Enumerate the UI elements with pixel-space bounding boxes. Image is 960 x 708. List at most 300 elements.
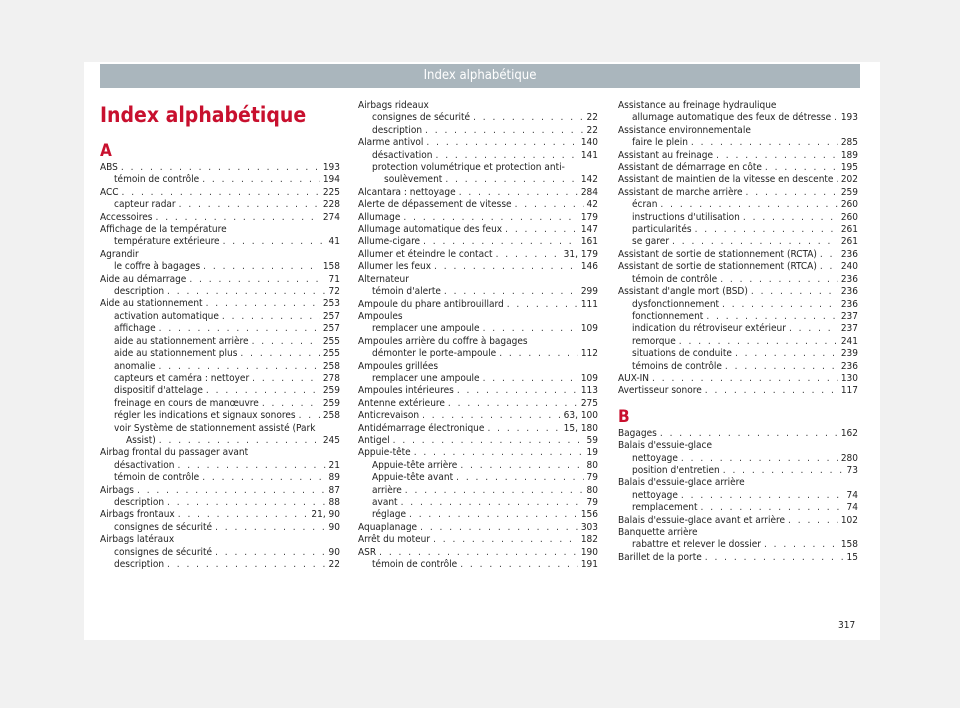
index-page-ref: 236: [840, 273, 858, 285]
dot-leader: [457, 385, 578, 397]
index-entry: [100, 509, 340, 521]
index-heading: Ampoules grillées: [358, 360, 439, 372]
index-heading: Assistance environnementale: [618, 124, 751, 136]
dot-leader: [499, 348, 578, 360]
index-entry: [618, 385, 858, 397]
index-entry: [618, 187, 858, 199]
index-entry: [358, 385, 598, 397]
index-page-ref: 31, 179: [563, 248, 598, 260]
index-term: arrière: [372, 484, 402, 496]
index-entry: [100, 460, 340, 472]
index-page-ref: 236: [840, 248, 858, 260]
index-entry: [618, 299, 858, 311]
dot-leader: [156, 212, 320, 224]
dot-leader: [240, 348, 319, 360]
index-term: ACC: [100, 186, 119, 198]
index-page-ref: 41: [328, 236, 340, 248]
index-entry: [618, 465, 858, 477]
index-entry: [618, 552, 858, 564]
index-heading: Ampoules arrière du coffre à bagages: [358, 335, 528, 347]
index-page-ref: 259: [840, 186, 858, 198]
index-entry: [358, 249, 598, 261]
index-term: nettoyage: [632, 452, 678, 464]
index-entry: [100, 559, 340, 571]
dot-leader: [222, 311, 320, 323]
index-page-ref: 253: [322, 298, 340, 310]
dot-leader: [262, 398, 320, 410]
dot-leader: [834, 112, 838, 124]
index-term: rabattre et relever le dossier: [632, 539, 761, 551]
index-term: témoins de contrôle: [632, 360, 722, 372]
index-page-ref: 146: [580, 261, 598, 273]
index-entry: [100, 323, 340, 335]
index-term: témoin de contrôle: [114, 472, 200, 484]
index-page-ref: 237: [840, 310, 858, 322]
index-page-ref: 193: [322, 162, 340, 173]
index-page-ref: 142: [580, 174, 598, 186]
index-term: Aide au stationnement: [100, 298, 203, 310]
index-term: Antigel: [358, 434, 390, 446]
index-page-ref: 285: [840, 137, 858, 149]
index-page-ref: 261: [840, 224, 858, 236]
index-page-ref: 112: [580, 348, 598, 360]
dot-leader: [414, 447, 584, 459]
index-entry: [100, 385, 340, 397]
index-page-ref: 237: [840, 323, 858, 335]
index-entry: [618, 162, 858, 174]
index-entry: [358, 187, 598, 199]
dot-leader: [202, 472, 325, 484]
index-term: Allumer et éteindre le contact: [358, 248, 493, 260]
index-term: Appuie-tête avant: [372, 472, 454, 484]
index-term: Anticrevaison: [358, 410, 420, 422]
index-page-ref: 74: [846, 489, 858, 501]
index-term: situations de conduite: [632, 348, 732, 360]
index-heading: Assistance au freinage hydraulique: [618, 100, 777, 111]
index-page-ref: 194: [322, 174, 340, 186]
dot-leader: [403, 212, 577, 224]
index-page-ref: 303: [580, 521, 598, 533]
dot-leader: [167, 497, 326, 509]
dot-leader: [215, 522, 325, 534]
index-term: Barillet de la porte: [618, 551, 702, 563]
dot-leader: [459, 187, 578, 199]
dot-leader: [420, 522, 578, 534]
dot-leader: [716, 150, 838, 162]
page-number: 317: [838, 620, 856, 631]
index-page-ref: 71: [328, 273, 340, 285]
dot-leader: [422, 410, 561, 422]
dot-leader: [764, 539, 838, 551]
index-entry: [618, 336, 858, 348]
page-title: Index alphabétique: [100, 103, 307, 127]
index-entry: [618, 212, 858, 224]
index-page-ref: 73: [846, 464, 858, 476]
dot-leader: [706, 311, 838, 323]
index-page-ref: 15: [846, 551, 858, 563]
index-entry: [358, 112, 598, 124]
index-page-ref: 260: [840, 199, 858, 211]
index-entry: [100, 212, 340, 224]
index-page-ref: 42: [586, 199, 598, 211]
index-page-ref: 275: [580, 397, 598, 409]
index-entry: [358, 534, 598, 546]
index-page-ref: 87: [328, 484, 340, 496]
index-term: Avertisseur sonore: [618, 385, 702, 397]
dot-leader: [393, 435, 584, 447]
index-term: allumage automatique des feux de détresse: [632, 112, 832, 124]
index-page-ref: 72: [328, 286, 340, 298]
index-entry: [358, 472, 598, 484]
index-term: remorque: [632, 335, 676, 347]
index-term: Allumage automatique des feux: [358, 224, 503, 236]
index-entry: [618, 515, 858, 527]
index-heading: Airbags rideaux: [358, 100, 429, 111]
dot-leader: [405, 485, 584, 497]
index-entry: [618, 236, 858, 248]
dot-leader: [189, 274, 325, 286]
index-entry: [358, 398, 598, 410]
index-entry: [100, 547, 340, 559]
dot-leader: [789, 323, 838, 335]
index-term: anomalie: [114, 360, 156, 372]
section-letter: B: [618, 406, 630, 427]
index-entry: [618, 453, 858, 465]
index-term: Accessoires: [100, 211, 153, 223]
index-entry: [618, 539, 858, 551]
dot-leader: [223, 236, 326, 248]
index-term: description: [372, 124, 423, 136]
index-term: avant: [372, 497, 398, 508]
index-term: Assist): [126, 434, 156, 446]
dot-leader: [299, 410, 320, 422]
index-entry: [100, 348, 340, 360]
index-term: régler les indications et signaux sonores: [114, 410, 296, 422]
index-page-ref: 22: [328, 559, 340, 570]
index-term: Airbags: [100, 484, 134, 496]
index-term: Arrêt du moteur: [358, 534, 431, 546]
index-term: indication du rétroviseur extérieur: [632, 323, 786, 335]
index-heading: Airbag frontal du passager avant: [100, 447, 249, 459]
index-page-ref: 19: [586, 447, 598, 459]
index-page-ref: 278: [322, 372, 340, 384]
index-page-ref: 80: [586, 459, 598, 471]
index-entry: [618, 249, 858, 261]
index-page-ref: 257: [322, 323, 340, 335]
index-term: consignes de sécurité: [114, 521, 213, 533]
index-page-ref: 255: [322, 348, 340, 360]
index-term: témoin de contrôle: [114, 174, 200, 186]
index-term: capteur radar: [114, 199, 176, 211]
index-page-ref: 88: [328, 496, 340, 508]
index-page-ref: 274: [322, 211, 340, 223]
index-page-ref: 63, 100: [563, 410, 598, 422]
index-heading: Agrandir: [100, 248, 139, 260]
dot-leader: [751, 286, 838, 298]
dot-leader: [159, 435, 320, 447]
index-term: description: [114, 496, 165, 508]
dot-leader: [788, 515, 838, 527]
dot-leader: [122, 187, 320, 199]
dot-leader: [409, 509, 578, 521]
index-entry: [358, 559, 598, 571]
index-column-1: [100, 140, 340, 571]
index-page-ref: 202: [840, 174, 858, 186]
index-term: Ampoules intérieures: [358, 385, 454, 397]
index-term: nettoyage: [632, 489, 678, 501]
index-term: capteurs et caméra : nettoyer: [114, 372, 250, 384]
index-entry: [358, 323, 598, 335]
index-page-ref: 190: [580, 546, 598, 558]
index-entry: [358, 447, 598, 459]
index-term: le coffre à bagages: [114, 261, 201, 273]
dot-leader: [425, 125, 584, 137]
index-entry: [358, 485, 598, 497]
index-entry: [618, 199, 858, 211]
dot-leader: [206, 385, 320, 397]
index-page-ref: 255: [322, 335, 340, 347]
index-entry: [358, 348, 598, 360]
index-entry: [100, 522, 340, 534]
index-entry: [358, 435, 598, 447]
index-page-ref: 21: [328, 459, 340, 471]
index-entry: [100, 410, 340, 422]
index-heading: voir Système de stationnement assisté (Park: [114, 422, 316, 434]
index-page-ref: 111: [580, 298, 598, 310]
index-entry: [618, 323, 858, 335]
index-term: dispositif d'attelage: [114, 385, 203, 397]
index-term: remplacement: [632, 502, 698, 514]
index-page-ref: 261: [840, 236, 858, 248]
index-term: Appuie-tête: [358, 447, 411, 459]
dot-leader: [723, 465, 844, 477]
dot-leader: [722, 299, 838, 311]
index-page-ref: 259: [322, 385, 340, 397]
index-page-ref: 15, 180: [563, 422, 598, 434]
dot-leader: [436, 150, 578, 162]
index-page-ref: 236: [840, 286, 858, 298]
index-page-ref: 113: [580, 385, 598, 397]
index-term: soulèvement: [384, 174, 443, 186]
index-term: température extérieure: [114, 236, 220, 248]
index-page-ref: 189: [840, 149, 858, 161]
dot-leader: [203, 261, 320, 273]
index-term: écran: [632, 199, 658, 211]
index-entry: [100, 174, 340, 186]
index-heading: Ampoules: [358, 310, 403, 322]
index-term: freinage en cours de manœuvre: [114, 397, 259, 409]
dot-leader: [121, 162, 320, 174]
index-term: Alarme antivol: [358, 137, 424, 149]
index-term: ASR: [358, 546, 377, 558]
index-entry: [618, 361, 858, 373]
index-entry: [100, 298, 340, 310]
dot-leader: [423, 236, 578, 248]
index-term: Appuie-tête arrière: [372, 459, 458, 471]
index-term: Assistant d'angle mort (BSD): [618, 286, 748, 298]
dot-leader: [507, 299, 578, 311]
index-page-ref: 117: [840, 385, 858, 397]
index-entry: [618, 373, 858, 385]
index-entry: [358, 497, 598, 509]
index-entry: [100, 435, 340, 447]
index-heading: Alternateur: [358, 273, 409, 285]
index-entry: [358, 299, 598, 311]
index-entry: [358, 522, 598, 534]
index-entry: [618, 112, 858, 124]
index-page-ref: 130: [840, 372, 858, 384]
dot-leader: [765, 162, 838, 174]
index-page-ref: 79: [586, 497, 598, 508]
dot-leader: [448, 398, 578, 410]
section-letter: A: [100, 141, 112, 161]
index-page-ref: 258: [322, 360, 340, 372]
index-term: Assistant de marche arrière: [618, 186, 743, 198]
index-heading: Balais d'essuie-glace arrière: [618, 477, 745, 489]
dot-leader: [433, 534, 578, 546]
index-term: consignes de sécurité: [372, 112, 471, 124]
index-page-ref: 195: [840, 162, 858, 174]
index-term: Ampoule du phare antibrouillard: [358, 298, 504, 310]
index-term: ABS: [100, 162, 118, 173]
index-term: particularités: [632, 224, 692, 236]
dot-leader: [215, 547, 325, 559]
index-entry: [618, 428, 858, 440]
index-term: AUX-IN: [618, 372, 650, 384]
index-term: Antidémarrage électronique: [358, 422, 485, 434]
index-term: témoin de contrôle: [372, 559, 458, 571]
index-term: réglage: [372, 509, 406, 521]
dot-leader: [445, 174, 578, 186]
index-page-ref: 90: [328, 546, 340, 558]
index-entry: [100, 162, 340, 174]
dot-leader: [252, 336, 320, 348]
index-term: Alcantara : nettoyage: [358, 186, 456, 198]
dot-leader: [672, 236, 838, 248]
index-term: description: [114, 286, 165, 298]
index-term: dysfonctionnement: [632, 298, 720, 310]
index-page-ref: 109: [580, 372, 598, 384]
dot-leader: [137, 485, 326, 497]
dot-leader: [252, 373, 320, 385]
dot-leader: [456, 472, 583, 484]
index-entry: [618, 224, 858, 236]
dot-leader: [746, 187, 838, 199]
index-term: Aquaplanage: [358, 521, 418, 533]
dot-leader: [178, 460, 326, 472]
index-term: Assistant de sortie de stationnement (RCTA): [618, 248, 817, 260]
index-entry: [358, 212, 598, 224]
index-entry: [358, 423, 598, 435]
index-term: Bagages: [618, 427, 657, 439]
index-entry: [100, 485, 340, 497]
index-page-ref: 22: [586, 124, 598, 136]
index-term: fonctionnement: [632, 310, 704, 322]
index-entry: [100, 187, 340, 199]
dot-leader: [179, 199, 320, 211]
dot-leader: [681, 490, 844, 502]
dot-leader: [660, 428, 838, 440]
dot-leader: [496, 249, 561, 261]
index-entry: [358, 174, 598, 186]
index-entry: [358, 224, 598, 236]
dot-leader: [159, 323, 320, 335]
index-entry: [618, 137, 858, 149]
index-entry: [100, 274, 340, 286]
index-page-ref: 257: [322, 310, 340, 322]
index-entry: [358, 286, 598, 298]
index-term: Allumage: [358, 211, 401, 223]
index-entry: [358, 509, 598, 521]
index-page-ref: 22: [586, 112, 598, 124]
index-page-ref: 260: [840, 211, 858, 223]
index-page-ref: 158: [840, 539, 858, 551]
index-term: démonter le porte-ampoule: [372, 348, 497, 360]
index-page-ref: 140: [580, 137, 598, 149]
index-page-ref: 141: [580, 149, 598, 161]
index-entry: [618, 150, 858, 162]
dot-leader: [167, 559, 326, 571]
index-term: remplacer une ampoule: [372, 372, 480, 384]
dot-leader: [652, 373, 838, 385]
index-heading: Balais d'essuie-glace: [618, 440, 713, 452]
dot-leader: [691, 137, 838, 149]
index-term: se garer: [632, 236, 670, 248]
dot-leader: [473, 112, 583, 124]
index-column-3: [618, 100, 858, 564]
dot-leader: [705, 552, 844, 564]
dot-leader: [705, 385, 838, 397]
dot-leader: [202, 174, 320, 186]
index-page-ref: 21, 90: [311, 509, 340, 521]
dot-leader: [434, 261, 578, 273]
index-term: remplacer une ampoule: [372, 323, 480, 335]
index-entry: [100, 261, 340, 273]
index-entry: [618, 348, 858, 360]
index-entry: [100, 199, 340, 211]
index-page-ref: 193: [840, 112, 858, 124]
dot-leader: [820, 249, 838, 261]
index-entry: [358, 150, 598, 162]
dot-leader: [743, 212, 838, 224]
index-page-ref: 80: [586, 484, 598, 496]
index-page-ref: 59: [586, 434, 598, 446]
dot-leader: [159, 361, 320, 373]
index-heading: Banquette arrière: [618, 527, 698, 538]
dot-leader: [460, 460, 583, 472]
index-page-ref: 225: [322, 186, 340, 198]
index-page-ref: 191: [580, 559, 598, 571]
index-entry: [618, 274, 858, 286]
index-entry: [358, 460, 598, 472]
index-page-ref: 240: [840, 261, 858, 273]
dot-leader: [679, 336, 838, 348]
index-term: Assistant de démarrage en côte: [618, 162, 762, 174]
index-page-ref: 258: [322, 410, 340, 422]
index-entry: [618, 286, 858, 298]
index-page-ref: 156: [580, 509, 598, 521]
index-term: affichage: [114, 323, 156, 335]
index-term: activation automatique: [114, 310, 219, 322]
index-entry: [358, 236, 598, 248]
index-entry: [100, 236, 340, 248]
index-term: description: [114, 559, 165, 570]
index-term: position d'entretien: [632, 464, 720, 476]
index-page-ref: 90: [328, 521, 340, 533]
index-term: Airbags frontaux: [100, 509, 175, 521]
index-page-ref: 161: [580, 236, 598, 248]
index-entry: [358, 373, 598, 385]
